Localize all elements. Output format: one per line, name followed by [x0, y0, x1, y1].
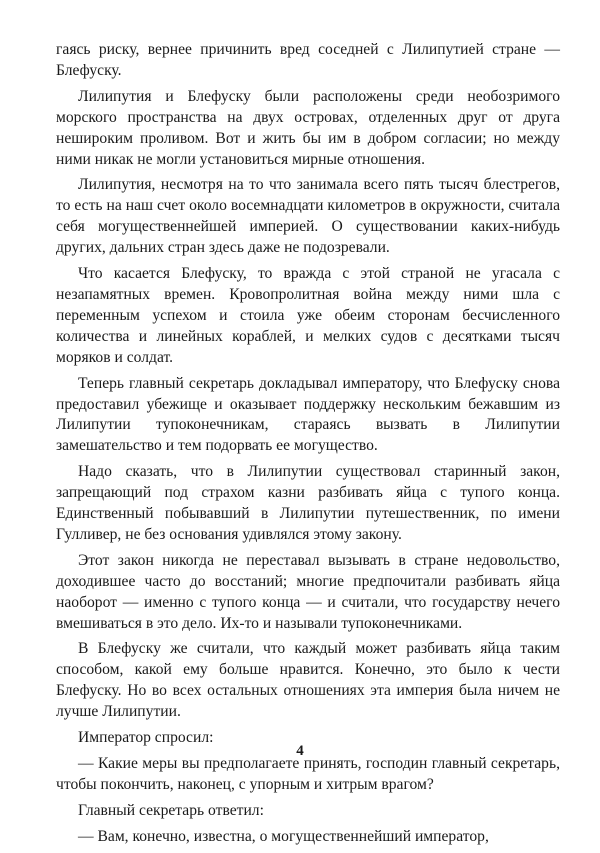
paragraph-6: Надо сказать, что в Лилипутии существовал старинный закон, запрещающий под страхом казни разбивать яйца с тупого конца. Единственный побывавший в Лилипутии путешественник, по имени Гулливер, не без основания удивлялся этому закону. — [56, 463, 560, 543]
paragraph-10: — Какие меры вы предполагаете принять, господин главный секретарь, чтобы покончить, наконец, с упорным и хитрым врагом? — [56, 755, 560, 793]
paragraph-9: Император спросил: — [78, 729, 214, 747]
paragraph-4: Что касается Блефуску, то вражда с этой страной не угасала с незапамятных времен. Кровопролитная война между ними шла с переменным успехом и стоила уже обеим сторонам бесчисленного количества и линейных кораблей, и мелких судов с десятками тысяч моряков и солдат. — [56, 265, 560, 366]
paragraph-11: Главный секретарь ответил: — [78, 801, 264, 819]
paragraph-1: гаясь риску, вернее причинить вред соседней с Лилипутией стране — Блефуску. — [56, 41, 560, 79]
page-number: 4 — [296, 743, 304, 759]
paragraph-12: — Вам, конечно, известна, о могущественнейший император, — [78, 827, 489, 845]
paragraph-8: В Блефуску же считали, что каждый может разбивать яйца таким способом, какой ему больше нравится. Конечно, это было к чести Блефуску. Но во всех остальных отношениях эта империя была ничем не лучше Лилипутии. — [56, 640, 560, 721]
paragraph-3: Лилипутия, несмотря на то что занимала всего пять тысяч блестрегов, то есть на наш счет около восемнадцати километров в окружности, считала себя могущественнейшей империей. О существовании каких-нибудь других, дальних стран здесь даже не подозревали. — [56, 176, 560, 257]
body-text — [56, 40, 560, 853]
paragraph-5: Теперь главный секретарь докладывал императору, что Блефуску снова предоставил убежище и оказывает поддержку нескольким бежавшим из Лилипутии тупоконечникам, стараясь вызвать в Лилипутии замешательство и тем подорвать ее могущество. — [56, 374, 560, 455]
paragraph-7: Этот закон никогда не переставал вызывать в стране недовольство, доходившее часто до восстаний; многие предпочитали разбивать яйца наоборот — именно с тупого конца — и считали, что государству нечего вмешиваться в это дело. Их-то и называли тупоконечниками. — [56, 551, 560, 632]
paragraph-2: Лилипутия и Блефуску были расположены среди необозримого морского пространства на двух островах, отделенных друг от друга нешироким проливом. Вот и жить бы им в добром согласии; но между ними никак не могли установиться мирные отношения. — [56, 87, 560, 168]
